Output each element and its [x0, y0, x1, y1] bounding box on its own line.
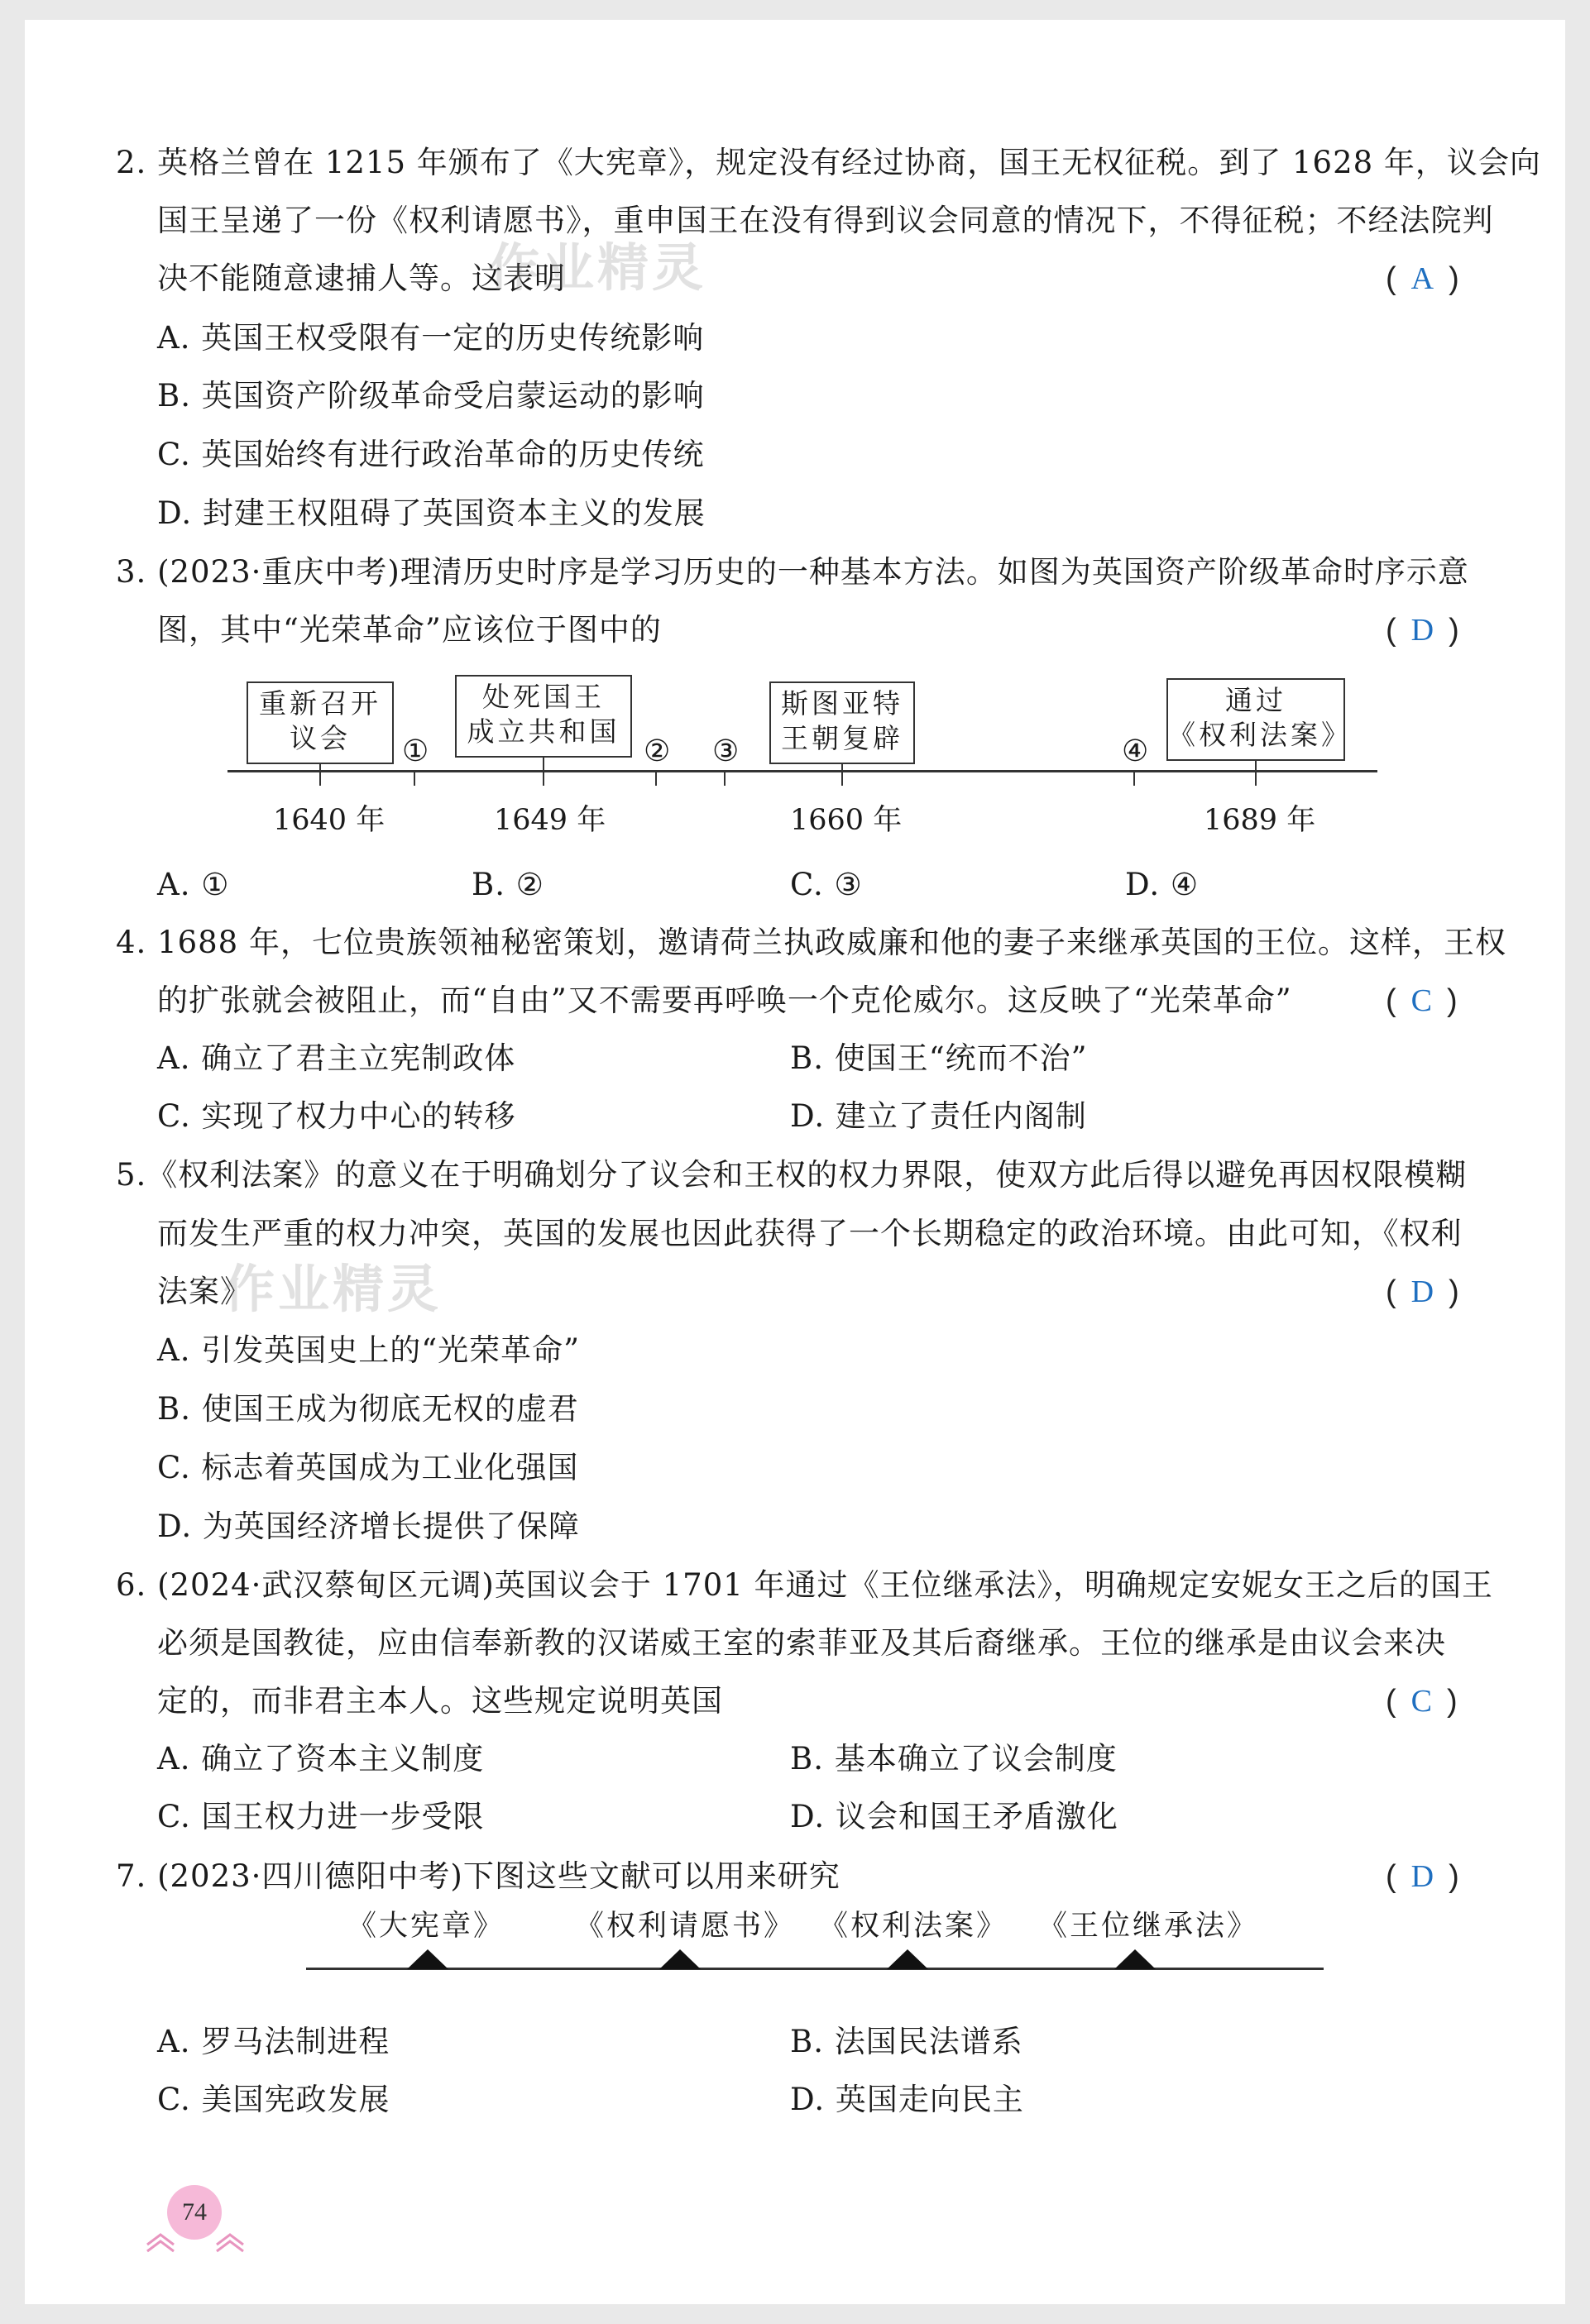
timeline-marker-3: ③: [712, 734, 740, 768]
q7-option-d: D. 英国走向民主: [790, 2082, 1024, 2117]
timeline-box-1-line1: 重新召开: [259, 687, 381, 720]
watermark: 作业精灵: [488, 240, 707, 297]
q6-line-1: 6. (2024·武汉蔡甸区元调)英国议会于 1701 年通过《王位继承法》，明确规定安妮女王之后的国王: [116, 1567, 1494, 1603]
q7-answer: D: [1410, 1859, 1434, 1894]
triangle-marker-1: [407, 1949, 448, 1969]
timeline-year-1689: 1689 年: [1204, 804, 1316, 837]
q2-option-a: A. 英国王权受限有一定的历史传统影响: [157, 320, 705, 356]
q6-line-3: 定的，而非君主本人。这些规定说明英国: [157, 1683, 723, 1719]
q3-line-2: 图，其中“光荣革命”应该位于图中的: [157, 612, 662, 648]
q5-answer: D: [1410, 1274, 1434, 1309]
timeline-marker-2: ②: [644, 734, 671, 768]
q3-answer: D: [1410, 613, 1434, 648]
q4-line-1: 4. 1688 年，七位贵族领袖秘密策划，邀请荷兰执政威廉和他的妻子来继承英国的王位。这样，王权: [116, 925, 1506, 960]
q2-line-2: 国王呈递了一份《权利请愿书》，重申国王在没有得到议会同意的情况下，不得征税；不经法院判: [157, 203, 1494, 238]
q2-option-d: D. 封建王权阻碍了英国资本主义的发展: [157, 495, 706, 531]
q6-option-c: C. 国王权力进一步受限: [157, 1799, 485, 1834]
q5-line-2: 而发生严重的权力冲突，英国的发展也因此获得了一个长期稳定的政治环境。由此可知，《权利: [157, 1216, 1463, 1251]
triangle-marker-2: [659, 1949, 701, 1969]
q4-option-b: B. 使国王“统而不治”: [790, 1040, 1088, 1076]
timeline-box-2-line1: 处死国王: [482, 681, 605, 713]
q5-option-b: B. 使国王成为彻底无权的虚君: [157, 1391, 579, 1427]
doc-label-4: 《王位继承法》: [1038, 1910, 1259, 1943]
timeline-marker-4: ④: [1122, 734, 1149, 768]
timeline-box-3-line1: 斯图亚特: [781, 687, 903, 720]
page-number-ornament-icon: [141, 2220, 248, 2253]
q6-option-b: B. 基本确立了议会制度: [790, 1741, 1118, 1776]
timeline-box-1-line2: 议会: [290, 722, 351, 754]
q7-option-a: A. 罗马法制进程: [157, 2024, 390, 2059]
q7-answer-bracket: ( D ): [1386, 1859, 1459, 1894]
q2-line-3: 决不能随意逮捕人等。这表明: [157, 261, 566, 296]
doc-label-3: 《权利法案》: [819, 1910, 1008, 1943]
q5-line-3: 法案》: [157, 1274, 251, 1309]
doc-label-1: 《大宪章》: [347, 1910, 505, 1943]
q3-option-d: D. ④: [1125, 867, 1200, 902]
q7-line-1: 7. (2023·四川德阳中考)下图这些文献可以用来研究: [116, 1858, 840, 1894]
q3-answer-bracket: ( D ): [1386, 613, 1459, 648]
q4-option-a: A. 确立了君主立宪制政体: [157, 1040, 516, 1076]
q7-option-c: C. 美国宪政发展: [157, 2082, 390, 2117]
q3-option-c: C. ③: [790, 867, 863, 902]
doc-triangles: [25, 20, 1565, 2005]
q2-answer-bracket: ( A ): [1386, 261, 1459, 296]
q4-option-d: D. 建立了责任内阁制: [790, 1098, 1087, 1134]
q7-option-b: B. 法国民法谱系: [790, 2024, 1023, 2059]
q2-line-1: 2. 英格兰曾在 1215 年颁布了《大宪章》，规定没有经过协商，国王无权征税。到了 1628 年，议会向: [116, 145, 1541, 180]
watermark-2: 作业精灵: [223, 1261, 443, 1318]
q5-option-c: C. 标志着英国成为工业化强国: [157, 1450, 579, 1485]
timeline-box-2-line2: 成立共和国: [467, 715, 620, 748]
timeline-box-4-line1: 通过: [1225, 684, 1286, 716]
q6-answer-bracket: ( C ): [1386, 1684, 1458, 1719]
q2-answer: A: [1410, 261, 1434, 296]
q3-option-b: B. ②: [472, 867, 544, 902]
q6-option-a: A. 确立了资本主义制度: [157, 1741, 485, 1776]
timeline-marker-1: ①: [402, 734, 429, 768]
q6-line-2: 必须是国教徒，应由信奉新教的汉诺威王室的索菲亚及其后裔继承。王位的继承是由议会来决: [157, 1625, 1446, 1661]
q4-answer: C: [1410, 983, 1433, 1018]
triangle-marker-4: [1114, 1949, 1156, 1969]
timeline-box-3-line2: 王朝复辟: [781, 722, 903, 754]
q5-option-d: D. 为英国经济增长提供了保障: [157, 1509, 580, 1544]
q4-option-c: C. 实现了权力中心的转移: [157, 1098, 516, 1134]
q2-option-b: B. 英国资产阶级革命受启蒙运动的影响: [157, 378, 705, 414]
q4-answer-bracket: ( C ): [1386, 983, 1458, 1018]
q2-option-c: C. 英国始终有进行政治革命的历史传统: [157, 437, 705, 472]
timeline-box-4-line2: 《权利法案》: [1168, 719, 1352, 751]
page: [25, 20, 1565, 2304]
q6-answer: C: [1410, 1684, 1433, 1719]
timeline-year-1649: 1649 年: [494, 804, 606, 837]
timeline-year-1660: 1660 年: [790, 804, 903, 837]
q5-answer-bracket: ( D ): [1386, 1274, 1459, 1309]
q4-line-2: 的扩张就会被阻止，而“自由”又不需要再呼唤一个克伦威尔。这反映了“光荣革命”: [157, 983, 1292, 1018]
q5-option-a: A. 引发英国史上的“光荣革命”: [157, 1332, 581, 1368]
triangle-marker-3: [887, 1949, 928, 1969]
doc-label-2: 《权利请愿书》: [575, 1910, 796, 1943]
q3-line-1: 3. (2023·重庆中考)理清历史时序是学习历史的一种基本方法。如图为英国资产阶级革命时序示意: [116, 554, 1469, 590]
q3-option-a: A. ①: [157, 867, 230, 902]
q6-option-d: D. 议会和国王矛盾激化: [790, 1799, 1118, 1834]
timeline-year-1640: 1640 年: [273, 804, 386, 837]
page-number: 74: [167, 2185, 222, 2240]
q5-line-1: 5.《权利法案》的意义在于明确划分了议会和王权的权力界限，使双方此后得以避免再因权限模糊: [116, 1157, 1468, 1193]
